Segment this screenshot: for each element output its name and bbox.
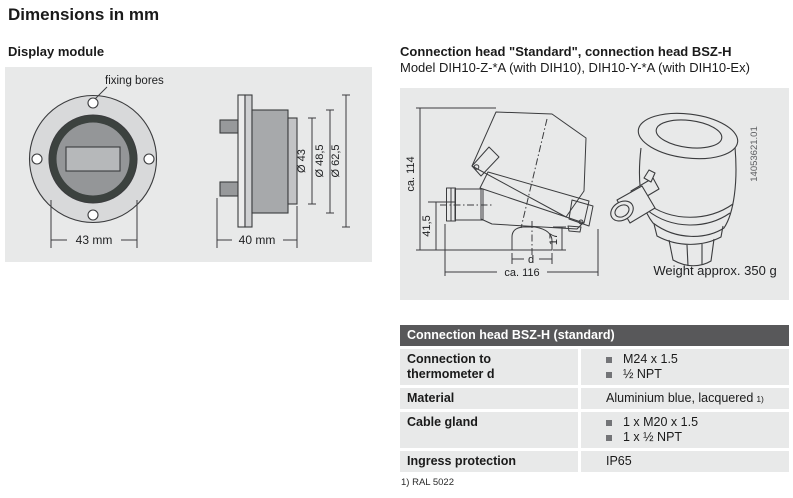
row-value [581,412,789,448]
row-value [581,349,789,385]
spec-table [400,325,789,472]
flange-plate-front [245,95,252,227]
dim-label-ca-114: ca. 114 [405,156,417,192]
table-row-cable-gland [400,412,789,448]
fixing-bore-bottom [88,210,98,220]
dim-label-43mm: 43 mm [75,233,113,247]
connection-head-model-line: Model DIH10-Z-*A (with DIH10), DIH10-Y-*A (with DIH10-Ex) [400,60,750,75]
table-row-connection-to-thermometer [400,349,789,385]
table-row-material [400,388,789,409]
fixing-bores-label: fixing bores [105,75,164,87]
fixing-bore-right [144,154,154,164]
row-label: Material [400,388,578,409]
display-window [66,147,120,171]
weight-note: Weight approx. 350 g [653,263,777,278]
display-module-drawing [5,67,372,262]
row-label: Connection to thermometer d [400,349,578,385]
page-title: Dimensions in mm [8,5,160,24]
display-module-heading: Display module [8,44,105,59]
value-text: ½ NPT [623,367,662,381]
dim-label-d: d [527,254,535,266]
module-body-side [252,110,288,213]
fixing-bore-top [88,98,98,108]
fixing-bore-left [32,154,42,164]
footnote: 1) RAL 5022 [401,477,454,488]
dim-label-dia-43: Ø 43 [296,149,308,173]
row-value: Aluminium blue, lacquered 1) [581,388,789,409]
dim-label-dia-62-5: Ø 62,5 [330,144,342,178]
bullet-square-icon [606,435,612,441]
dim-label-17: 17 [548,232,560,246]
mounting-tab-bottom [220,182,238,196]
connection-head-3d-view [607,108,740,266]
bullet-square-icon [606,357,612,363]
spec-table-header: Connection head BSZ-H (standard) [400,325,789,346]
dim-label-40mm: 40 mm [238,233,276,247]
value-text: 1 x M20 x 1.5 [623,415,699,429]
connection-head-drawing [400,88,789,300]
table-row-ingress-protection [400,451,789,472]
display-module-panel [5,67,372,262]
bullet-square-icon [606,372,612,378]
value-text: M24 x 1.5 [623,352,678,366]
flange-plate-rear [238,95,245,227]
row-label: Ingress protection [400,451,578,472]
dim-label-ca-116: ca. 116 [504,267,540,279]
dim-label-dia-48-5: Ø 48,5 [314,144,326,178]
value-text: Aluminium blue, lacquered [606,391,754,405]
bullet-square-icon [606,420,612,426]
figure-id: 14053621.01 [749,126,760,182]
value-text: IP65 [606,454,632,468]
row-label: Cable gland [400,412,578,448]
connection-head-heading: Connection head "Standard", connection head BSZ-H [400,44,732,59]
connection-head-panel [400,88,789,300]
row-value [581,451,789,472]
value-text: 1 x ½ NPT [623,430,683,444]
connection-head-line-drawing [416,108,598,276]
mounting-tab-top [220,120,238,133]
dim-label-41-5: 41,5 [421,215,433,237]
